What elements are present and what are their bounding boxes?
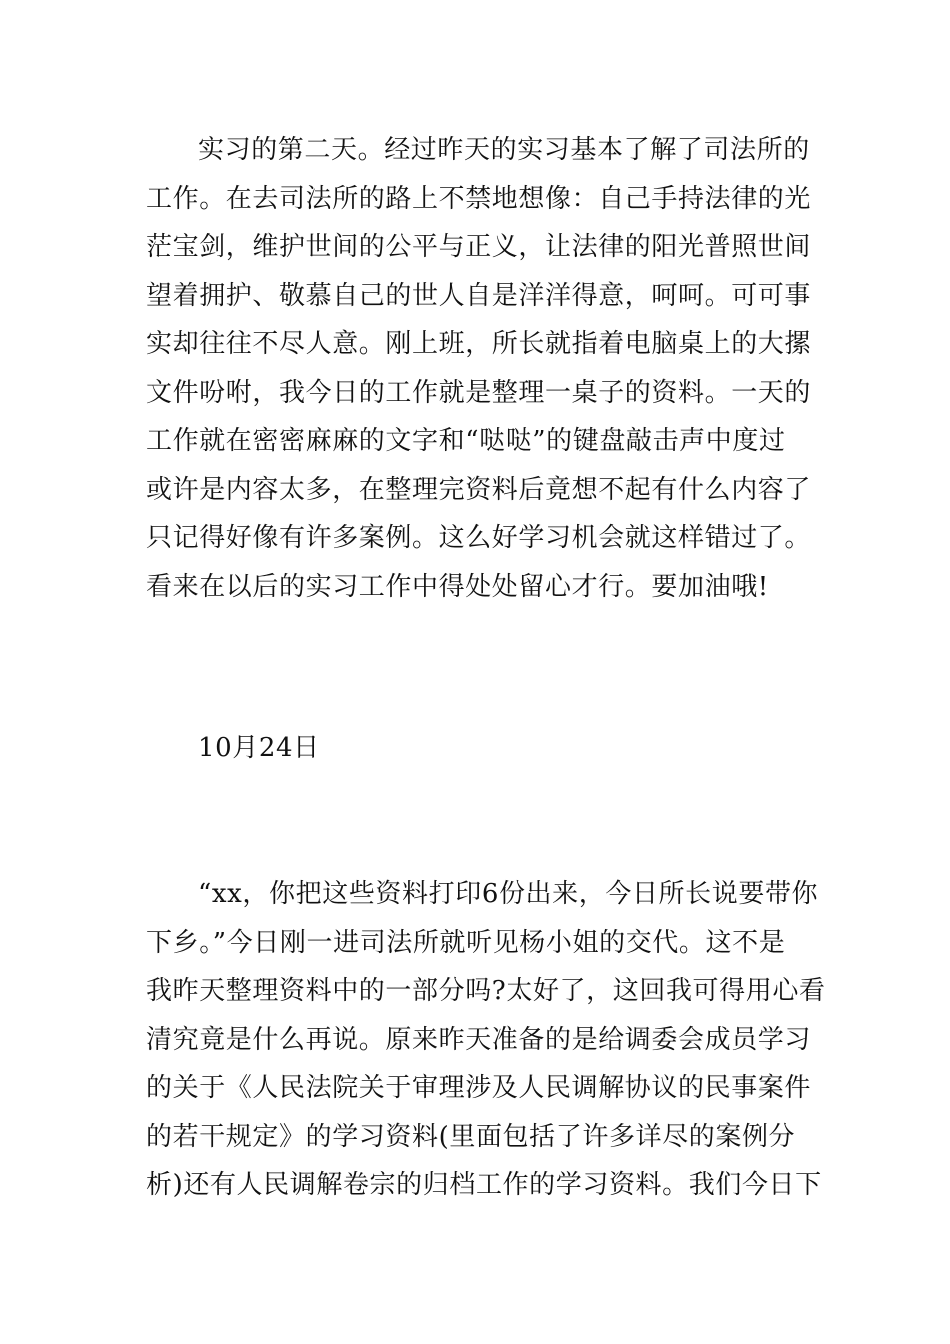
paragraph-line: “xx，你把这些资料打印6份出来，今日所长说要带你 — [198, 879, 819, 909]
paragraph-internship-day-two — [146, 126, 812, 611]
paragraph-line: 我昨天整理资料中的一部分吗?太好了，这回我可得用心看 — [146, 976, 826, 1006]
paragraph-line: 清究竟是什么再说。原来昨天准备的是给调委会成员学习 — [146, 1024, 812, 1055]
paragraph-line: 只记得好像有许多案例。这么好学习机会就这样错过了。 — [146, 523, 812, 553]
paragraph-line: 的若干规定》的学习资料(里面包括了许多详尽的案例分 — [146, 1121, 796, 1152]
paragraph-line: 工作。在去司法所的路上不禁地想像：自己手持法律的光 — [146, 183, 812, 214]
paragraph-line: 工作就在密密麻麻的文字和“哒哒”的键盘敲击声中度过 — [146, 426, 786, 456]
date-heading-text: 10月24日 — [198, 733, 320, 763]
paragraph-line: 文件吩咐，我今日的工作就是整理一桌子的资料。一天的 — [146, 377, 812, 408]
paragraph-line: 或许是内容太多，在整理完资料后竟想不起有什么内容了 — [146, 474, 812, 505]
paragraph-line: 实却往往不尽人意。刚上班，所长就指着电脑桌上的大摞 — [146, 329, 812, 359]
paragraph-line: 实习的第二天。经过昨天的实习基本了解了司法所的 — [198, 135, 810, 165]
date-heading — [146, 724, 806, 773]
paragraph-line: 析)还有人民调解卷宗的归档工作的学习资料。我们今日下 — [146, 1170, 822, 1200]
paragraph-october-24 — [146, 870, 826, 1210]
paragraph-line: 下乡。”今日刚一进司法所就听见杨小姐的交代。这不是 — [146, 927, 786, 958]
paragraph-line: 望着拥护、敬慕自己的世人自是洋洋得意，呵呵。可可事 — [146, 280, 812, 311]
paragraph-line: 的关于《人民法院关于审理涉及人民调解协议的民事案件 — [146, 1073, 812, 1103]
paragraph-line: 看来在以后的实习工作中得处处留心才行。要加油哦! — [146, 571, 769, 602]
paragraph-line: 茫宝剑，维护世间的公平与正义，让法律的阳光普照世间 — [146, 232, 812, 262]
